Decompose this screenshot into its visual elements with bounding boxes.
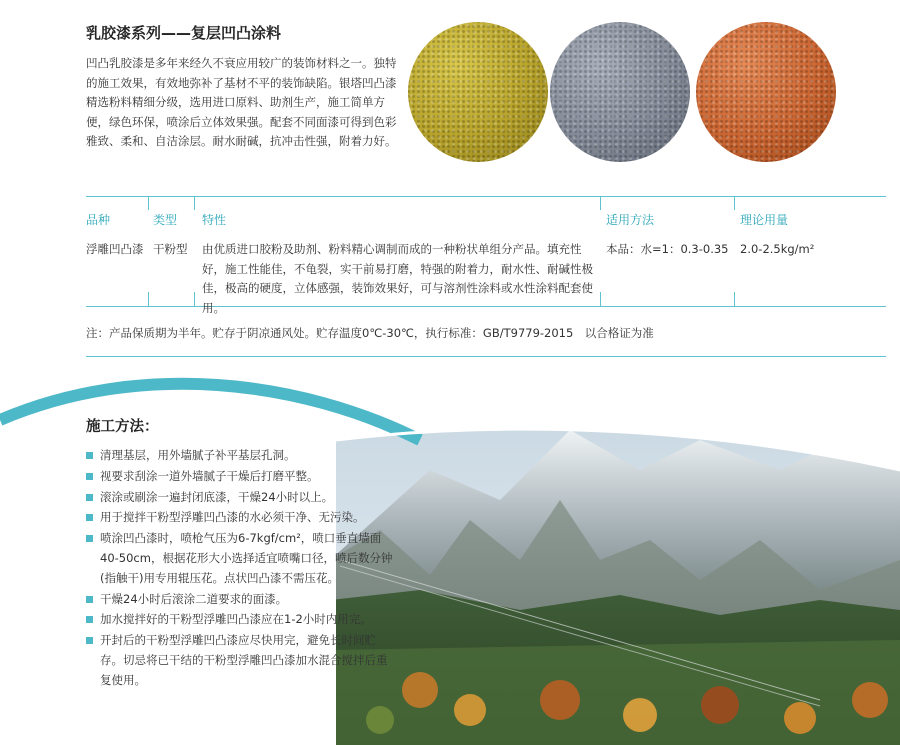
bullet-square-icon [86,616,93,623]
method-title: 施工方法： [86,419,159,435]
bullet-square-icon [86,494,93,501]
header-usage: 理论用量 [740,213,789,227]
header-variety: 品种 [86,213,111,227]
header-feature: 特性 [202,213,227,227]
cell-variety: 浮雕凹凸漆 [86,242,144,256]
header-type: 类型 [153,213,178,227]
storage-note: 注：产品保质期为半年。贮存于阴凉通风处。贮存温度0℃-30℃，执行标准：GB/T9779-2015 以合格证为准 [86,326,654,340]
cell-method: 本品：水=1：0.3-0.35 [606,242,729,256]
method-step: 喷涂凹凸漆时，喷枪气压为6-7kgf/cm²，喷口垂直墙面40-50cm，根据花形大小选择适宜喷嘴口径，喷后数分钟(指触干)用专用辊压花。点状凹凸漆不需压花。 [86,529,396,588]
intro-paragraph: 凹凸乳胶漆是多年来经久不衰应用较广的装饰材料之一。独特的施工效果，有效地弥补了基材不平的装饰缺陷。银塔凹凸漆精选粉料精细分级，选用进口原料、助剂生产，施工简单方便，绿色环保，喷涂后立体效果强。配套不同面漆可得到色彩雅致、柔和、自洁涂层。耐水耐碱，抗冲击性强，附着力好。 [86,56,397,148]
method-step: 用于搅拌干粉型浮雕凹凸漆的水必须干净、无污染。 [86,508,396,528]
method-step: 开封后的干粉型浮雕凹凸漆应尽快用完，避免长时间贮存。切忌将已干结的干粉型浮雕凹凸漆加水混合搅拌后重复使用。 [86,631,396,690]
bullet-square-icon [86,452,93,459]
method-step: 视要求刮涂一道外墙腻子干燥后打磨平整。 [86,467,396,487]
method-step: 清理基层，用外墙腻子补平基层孔洞。 [86,446,396,466]
page-title: 乳胶漆系列——复层凹凸涂料 [86,24,282,42]
construction-method-section [86,415,396,692]
method-step: 干燥24小时后滚涂二道要求的面漆。 [86,590,396,610]
header-method: 适用方法 [606,213,655,227]
cell-type: 干粉型 [153,242,188,256]
bullet-square-icon [86,596,93,603]
cell-usage: 2.0-2.5kg/m² [740,242,815,256]
bullet-square-icon [86,535,93,542]
method-step: 滚涂或刷涂一遍封闭底漆，干燥24小时以上。 [86,488,396,508]
bullet-square-icon [86,514,93,521]
bullet-square-icon [86,637,93,644]
method-step: 加水搅拌好的干粉型浮雕凹凸漆应在1-2小时内用完。 [86,610,396,630]
bullet-square-icon [86,473,93,480]
cell-feature: 由优质进口胶粉及助剂、粉料精心调制而成的一种粉状单组分产品。填充性好，施工性能佳，不龟裂，实干前易打磨，特强的附着力，耐水性、耐碱性极佳，极高的硬度，立体感强，装饰效果好，可与溶剂性涂料或水性涂料配套使用。 [202,242,593,315]
